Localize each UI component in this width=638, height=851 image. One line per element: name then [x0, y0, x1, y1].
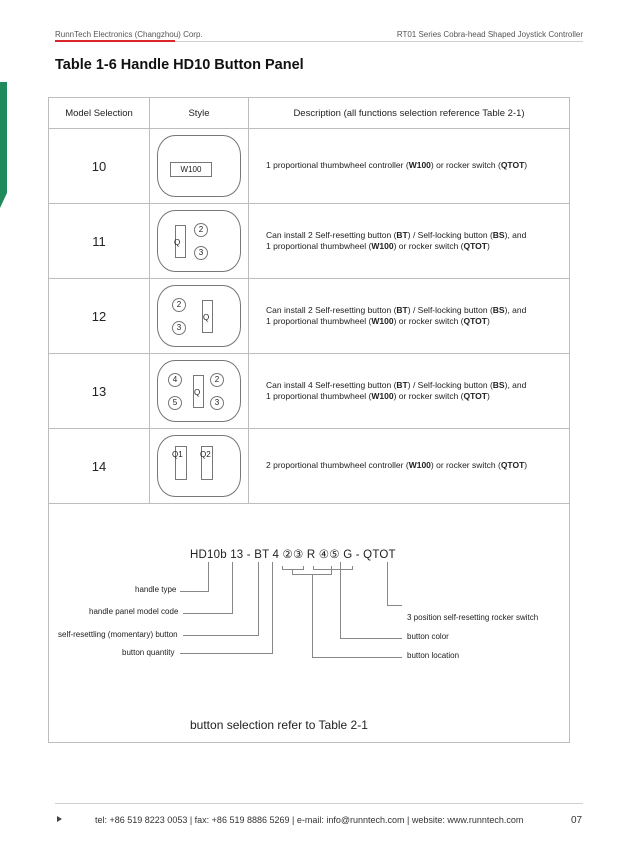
callout-handle-type: handle type	[135, 585, 177, 594]
description	[249, 204, 570, 279]
description-line-2: 1 proportional thumbwheel (W100) or rocker switch (QTOT)	[266, 316, 490, 326]
button-2: 2	[210, 373, 224, 387]
table-row	[49, 279, 570, 354]
header-accent	[55, 40, 175, 42]
description-line-1: Can install 4 Self-resetting button (BT) / Self-locking button (BS), and	[266, 379, 527, 390]
description	[249, 129, 570, 204]
handle-outline	[157, 360, 241, 422]
col-model-selection: Model Selection	[49, 98, 150, 129]
description	[249, 429, 570, 504]
callout-panel-model-code: handle panel model code	[89, 607, 179, 616]
callout-self-resetting-button: self-resettling (momentary) button	[58, 630, 178, 639]
table-row	[49, 204, 570, 279]
description-line-2: 1 proportional thumbwheel (W100) or rocker switch (QTOT)	[266, 391, 490, 401]
model-code-string: HD10b 13 - BT 4 ②③ R ④⑤ G - QTOT	[190, 549, 396, 561]
button-selection-note: button selection refer to Table 2-1	[190, 718, 368, 732]
table-row	[49, 354, 570, 429]
callout-button-color: button color	[407, 632, 449, 641]
handle-outline	[157, 435, 241, 497]
button-panel-table	[48, 97, 570, 504]
description-line-1: Can install 2 Self-resetting button (BT) / Self-locking button (BS), and	[266, 304, 527, 315]
description-line-1: 1 proportional thumbwheel controller (W100) or rocker switch (QTOT)	[266, 160, 528, 171]
footer-rule	[55, 803, 583, 804]
style-cell	[150, 279, 249, 354]
thumbwheel-w100: W100	[170, 162, 212, 177]
style-cell	[150, 129, 249, 204]
description-line-2: 1 proportional thumbwheel (W100) or rocker switch (QTOT)	[266, 241, 490, 251]
header-series: RT01 Series Cobra-head Shaped Joystick Controller	[396, 30, 583, 39]
button-3: 3	[172, 321, 186, 335]
table-row	[49, 429, 570, 504]
button-4: 4	[168, 373, 182, 387]
page-number: 07	[571, 815, 583, 826]
page-title: Table 1-6 Handle HD10 Button Panel	[55, 57, 304, 73]
model-number: 14	[49, 429, 150, 504]
style-cell	[150, 354, 249, 429]
callout-button-quantity: button quantity	[122, 648, 175, 657]
thumbwheel-q2: Q2	[201, 446, 213, 480]
table-row	[49, 129, 570, 204]
description-line-1: Can install 2 Self-resetting button (BT) / Self-locking button (BS), and	[266, 229, 527, 240]
model-number: 13	[49, 354, 150, 429]
rocker-q: Q	[202, 300, 213, 333]
model-number: 11	[49, 204, 150, 279]
style-cell	[150, 429, 249, 504]
button-5: 5	[168, 396, 182, 410]
model-number: 10	[49, 129, 150, 204]
button-3: 3	[194, 246, 208, 260]
model-code-diagram	[48, 502, 570, 743]
col-style: Style	[150, 98, 249, 129]
footer-arrow-icon	[57, 816, 62, 822]
button-2: 2	[172, 298, 186, 312]
side-tab	[0, 82, 7, 208]
callout-rocker-switch: 3 position self-resetting rocker switch	[407, 613, 539, 622]
table-header-row	[49, 98, 570, 129]
handle-outline	[157, 210, 241, 272]
description	[249, 354, 570, 429]
style-cell	[150, 204, 249, 279]
callout-button-location: button location	[407, 651, 460, 660]
description-line-1: 2 proportional thumbwheel controller (W100) or rocker switch (QTOT)	[266, 460, 528, 471]
description	[249, 279, 570, 354]
col-description: Description (all functions selection reference Table 2-1)	[249, 98, 570, 129]
button-3: 3	[210, 396, 224, 410]
rocker-q: Q	[175, 225, 186, 258]
footer-contact: tel: +86 519 8223 0053 | fax: +86 519 8886 5269 | e-mail: info@runntech.com | website: www.runntech.com	[95, 815, 524, 825]
button-2: 2	[194, 223, 208, 237]
handle-outline	[157, 285, 241, 347]
model-number: 12	[49, 279, 150, 354]
handle-outline	[157, 135, 241, 197]
header-company: RunnTech Electronics (Changzhou) Corp.	[55, 30, 203, 39]
rocker-q: Q	[193, 375, 204, 408]
thumbwheel-q1: Q1	[175, 446, 187, 480]
